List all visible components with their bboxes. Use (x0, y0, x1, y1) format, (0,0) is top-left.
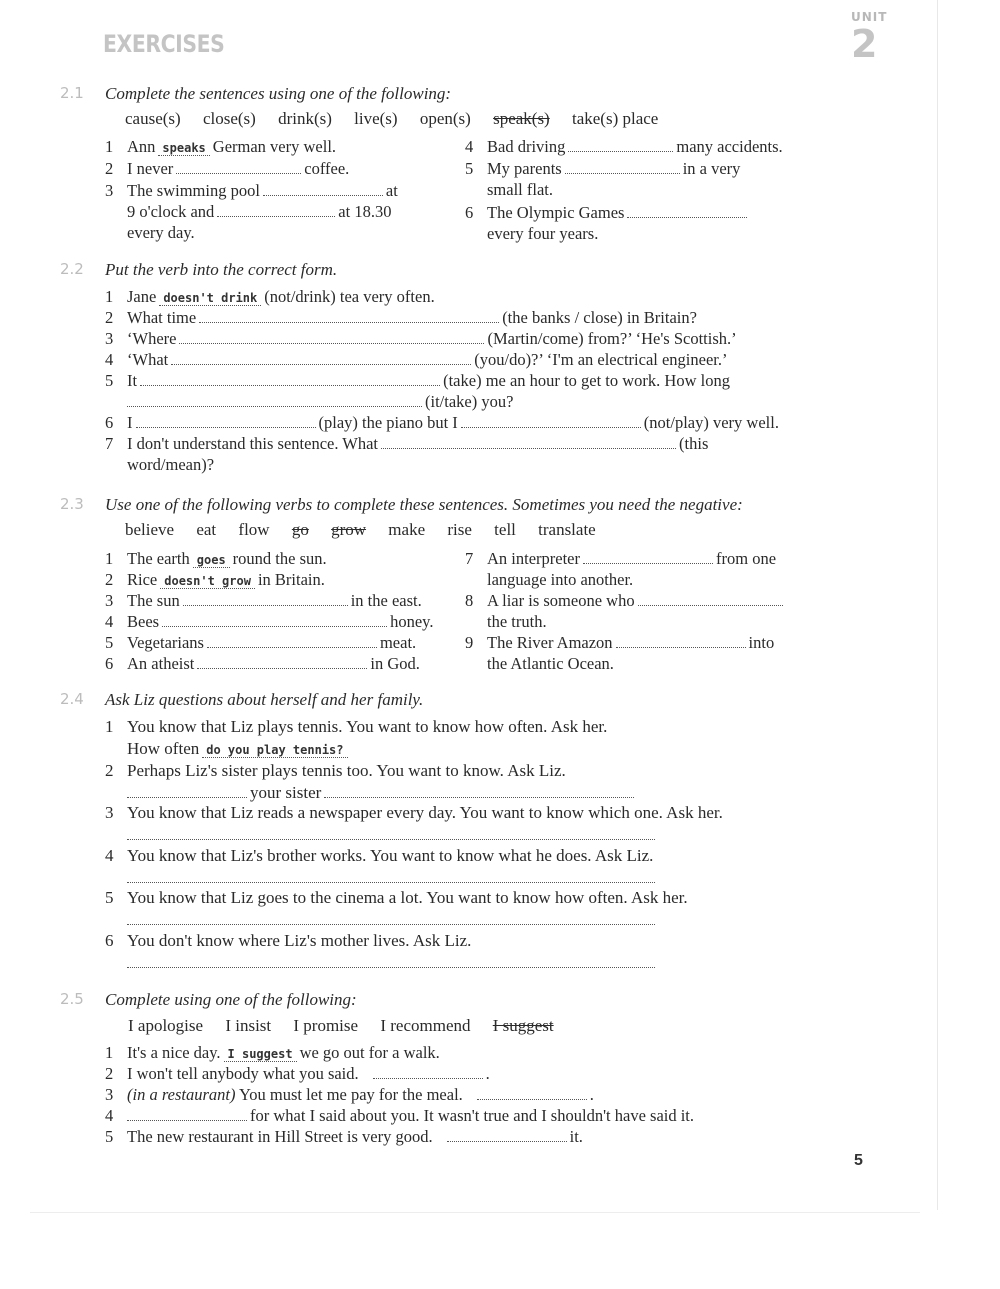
answer-blank[interactable] (447, 1129, 567, 1142)
exercise-item: 5 You know that Liz goes to the cinema a lot. You want to know how often. Ask her. (105, 887, 688, 931)
word-bank (128, 1016, 572, 1036)
word-bank (125, 109, 676, 129)
word-option: tell (494, 520, 516, 539)
exercise-number: 2.1 (60, 84, 84, 102)
exercise-number: 2.5 (60, 990, 84, 1008)
exercise-item: 6 I (play) the piano but I (not/play) very well. (105, 413, 779, 432)
word-option: I insist (225, 1016, 272, 1035)
exercise-item: 4 Bad driving many accidents. (465, 137, 783, 156)
word-option-used: grow (331, 520, 367, 539)
exercise-item: 6 The Olympic Games every four years. (465, 202, 750, 244)
word-option-used: go (291, 520, 309, 539)
unit-number: 2 (851, 22, 878, 66)
answer-blank[interactable] (477, 1087, 587, 1100)
word-bank (125, 520, 614, 540)
answer-blank[interactable] (127, 827, 655, 840)
answer-blank[interactable] (127, 870, 655, 883)
answer-field[interactable]: I suggest (224, 1047, 297, 1062)
word-option: flow (238, 520, 270, 539)
exercise-item: 5 Vegetarians meat. (105, 633, 417, 652)
answer-field[interactable]: doesn't drink (159, 291, 261, 306)
answer-field[interactable]: goes (193, 553, 230, 568)
answer-blank[interactable] (127, 1108, 247, 1121)
word-option: believe (125, 520, 175, 539)
exercise-instruction: Use one of the following verbs to complete these sentences. Sometimes you need the negative: (105, 495, 743, 514)
exercise-item: 9 The River Amazon into the Atlantic Ocean. (465, 633, 775, 673)
exercise-instruction: Complete the sentences using one of the following: (105, 84, 452, 103)
exercise-item: 3 The sun in the east. (105, 591, 422, 610)
answer-blank[interactable] (179, 331, 484, 344)
answer-blank[interactable] (127, 912, 655, 925)
exercise-item: 4 ‘What (you/do)?’ ‘I'm an electrical engineer.’ (105, 350, 728, 369)
exercise-item: 5 The new restaurant in Hill Street is very good. it. (105, 1127, 583, 1146)
answer-blank[interactable] (263, 183, 383, 196)
exercise-item: 7 I don't understand this sentence. What (this word/mean)? (105, 434, 709, 474)
answer-blank[interactable] (127, 955, 655, 968)
word-option: translate (538, 520, 596, 539)
answer-blank[interactable] (565, 161, 680, 174)
answer-blank[interactable] (461, 415, 641, 428)
page-bottom-edge (30, 1212, 920, 1213)
answer-blank[interactable] (373, 1066, 483, 1079)
answer-blank[interactable] (207, 635, 377, 648)
exercise-item: 7 An interpreter from one language into another. (465, 549, 777, 589)
exercise-item: 6 You don't know where Liz's mother lives. Ask Liz. (105, 930, 658, 974)
word-option: eat (196, 520, 217, 539)
word-option: live(s) (354, 109, 398, 128)
answer-blank[interactable] (199, 310, 499, 323)
exercise-item: 2 I never coffee. (105, 159, 350, 178)
answer-field[interactable]: do you play tennis? (202, 743, 347, 758)
exercise-item: 3 (in a restaurant) You must let me pay for the meal. . (105, 1085, 594, 1104)
answer-blank[interactable] (136, 415, 316, 428)
exercise-item: 8 A liar is someone who the truth. (465, 590, 786, 632)
exercise-item: 3 ‘Where (Martin/come) from?’ ‘He's Scottish.’ (105, 329, 737, 348)
word-option: I apologise (128, 1016, 204, 1035)
exercise-number: 2.2 (60, 260, 84, 278)
exercise-instruction: Put the verb into the correct form. (105, 260, 338, 279)
exercise-instruction: Complete using one of the following: (105, 990, 357, 1009)
word-option: rise (447, 520, 472, 539)
word-option-used: I suggest (492, 1016, 554, 1035)
word-option-used: speak(s) (493, 109, 550, 128)
unit-label: UNIT (851, 10, 888, 24)
answer-blank[interactable] (162, 614, 387, 627)
answer-blank[interactable] (381, 436, 676, 449)
answer-blank[interactable] (127, 785, 247, 798)
word-option: I recommend (380, 1016, 471, 1035)
word-option: open(s) (419, 109, 471, 128)
answer-blank[interactable] (140, 373, 440, 386)
answer-blank[interactable] (127, 394, 422, 407)
exercise-item: 6 An atheist in God. (105, 654, 420, 673)
answer-blank[interactable] (324, 785, 634, 798)
exercise-item: 1 Jane doesn't drink (not/drink) tea very often. (105, 287, 435, 306)
exercise-item: 1 You know that Liz plays tennis. You want to know how often. Ask her. How often do you play tennis? (105, 717, 608, 758)
answer-blank[interactable] (616, 635, 746, 648)
exercise-item: 3 You know that Liz reads a newspaper every day. You want to know which one. Ask her. (105, 802, 723, 846)
answer-blank[interactable] (197, 656, 367, 669)
exercise-item: 4 for what I said about you. It wasn't true and I shouldn't have said it. (105, 1106, 695, 1125)
word-option: take(s) place (571, 109, 659, 128)
exercise-item: 2 What time (the banks / close) in Britain? (105, 308, 697, 327)
answer-blank[interactable] (176, 161, 301, 174)
exercise-item: 2 Rice doesn't grow in Britain. (105, 570, 325, 589)
answer-blank[interactable] (583, 551, 713, 564)
answer-field[interactable]: doesn't grow (160, 574, 255, 589)
exercise-item: 1 The earth goes round the sun. (105, 549, 327, 568)
exercise-item: 3 The swimming pool at 9 o'clock and at 18.30 every day. (105, 181, 398, 242)
word-option: drink(s) (278, 109, 332, 128)
page-heading: EXERCISES (103, 30, 225, 58)
exercise-item: 5 My parents in a very small flat. (465, 159, 741, 199)
exercise-item: 2 I won't tell anybody what you said. . (105, 1064, 490, 1083)
exercise-item: 2 Perhaps Liz's sister plays tennis too. You want to know. Ask Liz. your sister (105, 760, 637, 804)
answer-blank[interactable] (638, 593, 783, 606)
exercise-number: 2.4 (60, 690, 84, 708)
exercise-item: 1 Ann speaks German very well. (105, 137, 337, 156)
exercise-item: 4 You know that Liz's brother works. You want to know what he does. Ask Liz. (105, 845, 658, 889)
exercise-item: 1 It's a nice day. I suggest we go out for a walk. (105, 1043, 440, 1062)
exercise-item: 4 Bees honey. (105, 612, 434, 631)
answer-blank[interactable] (217, 204, 335, 217)
exercise-number: 2.3 (60, 495, 84, 513)
word-option: make (388, 520, 426, 539)
answer-blank[interactable] (627, 205, 747, 218)
word-option: cause(s) (125, 109, 181, 128)
word-option: close(s) (202, 109, 256, 128)
exercise-item: 5 It (take) me an hour to get to work. How long (it/take) you? (105, 371, 730, 411)
word-option: I promise (293, 1016, 359, 1035)
answer-blank[interactable] (171, 352, 471, 365)
answer-blank[interactable] (183, 593, 348, 606)
answer-blank[interactable] (568, 139, 673, 152)
page-number: 5 (854, 1152, 863, 1169)
answer-field[interactable]: speaks (158, 141, 209, 156)
page-edge (937, 0, 938, 1210)
exercise-instruction: Ask Liz questions about herself and her family. (105, 690, 424, 709)
